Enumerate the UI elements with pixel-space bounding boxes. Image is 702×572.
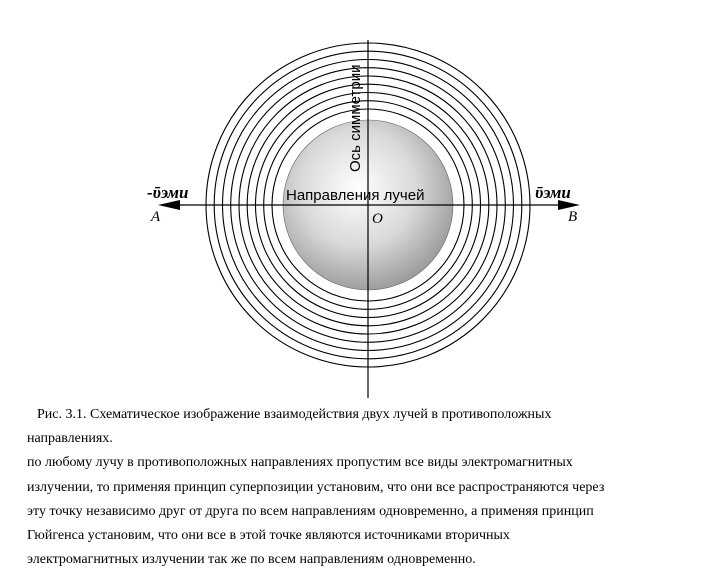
text-block	[27, 403, 699, 572]
velocity-left-label: -ῡэми	[147, 183, 189, 202]
point-a-label: A	[151, 209, 161, 225]
body-line: электромагнитных излучении так же по всем направлениям одновременно.	[27, 552, 476, 568]
body-line: по любому лучу в противоположных направлениях пропустим все виды электромагнитных	[27, 455, 573, 471]
figure-caption-continuation: направлениях.	[27, 431, 113, 447]
figure-caption: Рис. 3.1. Схематическое изображение взаимодействия двух лучей в противоположных	[37, 407, 552, 422]
body-line: эту точку независимо друг от друга по всем направлениям одновременно, а применяя принцип	[27, 503, 594, 519]
velocity-right-label: ῡэми	[535, 183, 571, 202]
body-line: Гюйгенса установим, что они все в этой точке являются источниками вторичных	[27, 528, 510, 544]
symmetry-axis-label: Ось симметрии	[347, 64, 364, 172]
body-line: излучении, то применяя принцип суперпозиции установим, что они все распространяются через	[27, 479, 605, 495]
rays-direction-label: Направления лучей	[286, 187, 425, 204]
point-b-label: B	[568, 209, 578, 225]
point-o-label: O	[372, 211, 383, 227]
